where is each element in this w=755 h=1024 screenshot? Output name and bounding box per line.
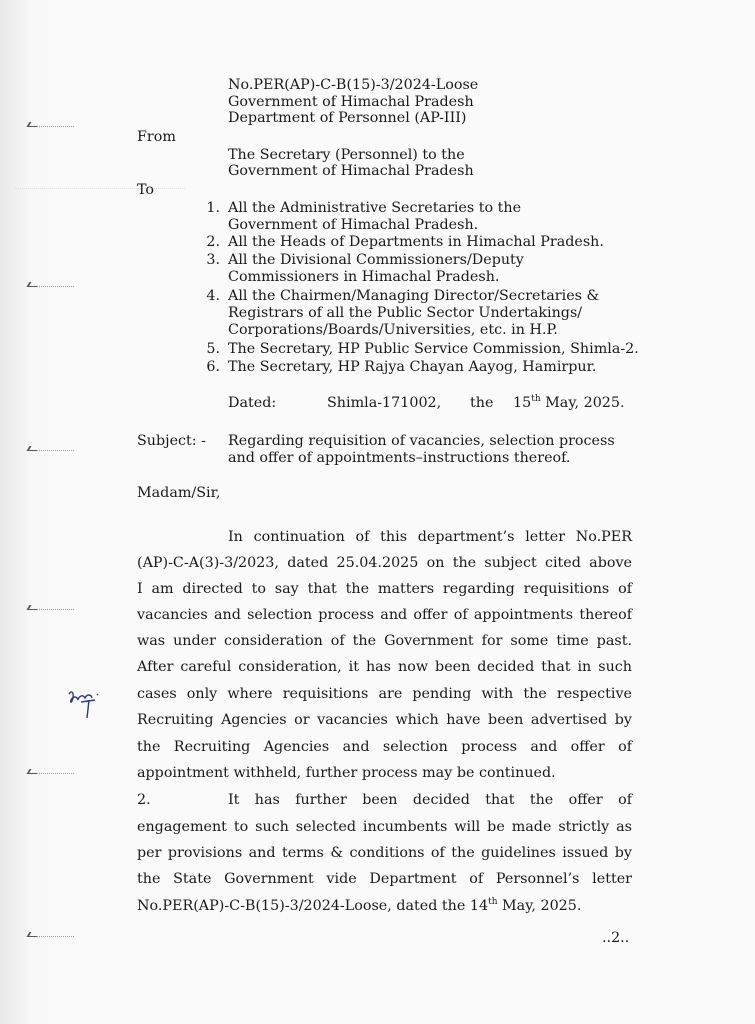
margin-mark <box>28 767 74 774</box>
recipient-number: 4. <box>206 288 220 304</box>
body-line: engagement to such selected incumbents will be made strictly as <box>137 819 632 835</box>
recipient-line: All the Divisional Commissioners/Deputy <box>228 252 524 268</box>
file-number: No.PER(AP)-C-B(15)-3/2024-Loose <box>228 77 479 93</box>
recipient-number: 6. <box>206 359 220 375</box>
body-line: In continuation of this department’s letter No.PER <box>228 529 632 545</box>
recipient-line: Registrars of all the Public Sector Undertakings/ <box>228 305 583 321</box>
government-name: Government of Himachal Pradesh <box>228 94 474 110</box>
salutation: Madam/Sir, <box>137 485 221 501</box>
subject-line-1: Regarding requisition of vacancies, selection process <box>228 433 615 449</box>
paragraph-number: 2. <box>137 792 151 808</box>
margin-mark <box>28 444 74 451</box>
body-line: After careful consideration, it has now been decided that in such <box>137 659 632 675</box>
body-line: per provisions and terms & conditions of the guidelines issued by <box>137 845 632 861</box>
recipient-number: 1. <box>206 200 220 216</box>
body-line: No.PER(AP)-C-B(15)-3/2024-Loose, dated the 14th May, 2025. <box>137 897 582 914</box>
body-line: cases only where requisitions are pending with the respective <box>137 686 632 702</box>
dated-date: 15th May, 2025. <box>513 394 625 411</box>
recipient-line: All the Administrative Secretaries to the <box>228 200 522 216</box>
page-continuation: ..2.. <box>602 930 630 946</box>
body-line: Recruiting Agencies or vacancies which have been advertised by <box>137 712 632 728</box>
to-label: To <box>137 182 155 198</box>
margin-mark <box>28 603 74 610</box>
body-line: (AP)-C-A(3)-3/2023, dated 25.04.2025 on the subject cited above <box>137 555 632 571</box>
recipient-line: The Secretary, HP Public Service Commission, Shimla-2. <box>228 341 639 357</box>
dated-the: the <box>470 395 494 411</box>
recipient-number: 3. <box>206 252 220 268</box>
from-label: From <box>137 129 176 145</box>
body-line: the Recruiting Agencies and selection process and offer of <box>137 739 632 755</box>
margin-mark <box>28 280 74 287</box>
recipient-number: 2. <box>206 234 220 250</box>
recipient-line: The Secretary, HP Rajya Chayan Aayog, Hamirpur. <box>228 359 597 375</box>
dated-label: Dated: <box>228 395 277 411</box>
body-line: appointment withheld, further process may be continued. <box>137 765 556 781</box>
body-line: was under consideration of the Government for some time past. <box>137 633 632 649</box>
recipient-line: Commissioners in Himachal Pradesh. <box>228 269 500 285</box>
recipient-line: All the Chairmen/Managing Director/Secretaries & <box>228 288 600 304</box>
dated-place: Shimla-171002, <box>327 395 442 411</box>
recipient-number: 5. <box>206 341 220 357</box>
scan-artifact <box>15 176 185 189</box>
body-line: vacancies and selection process and offer of appointments thereof <box>137 607 632 623</box>
recipient-line: Corporations/Boards/Universities, etc. in H.P. <box>228 322 558 338</box>
handwritten-initials <box>65 688 105 722</box>
margin-mark <box>28 930 74 937</box>
subject-line-2: and offer of appointments–instructions thereof. <box>228 450 571 466</box>
recipient-line: All the Heads of Departments in Himachal Pradesh. <box>228 234 604 250</box>
body-line: It has further been decided that the offer of <box>228 792 632 808</box>
from-line-2: Government of Himachal Pradesh <box>228 163 474 179</box>
margin-mark <box>28 120 74 127</box>
body-line: the State Government vide Department of Personnel’s letter <box>137 871 632 887</box>
subject-label: Subject: - <box>137 433 206 449</box>
from-line-1: The Secretary (Personnel) to the <box>228 147 465 163</box>
department-name: Department of Personnel (AP-III) <box>228 110 467 126</box>
body-line: I am directed to say that the matters regarding requisitions of <box>137 581 632 597</box>
recipient-line: Government of Himachal Pradesh. <box>228 217 479 233</box>
